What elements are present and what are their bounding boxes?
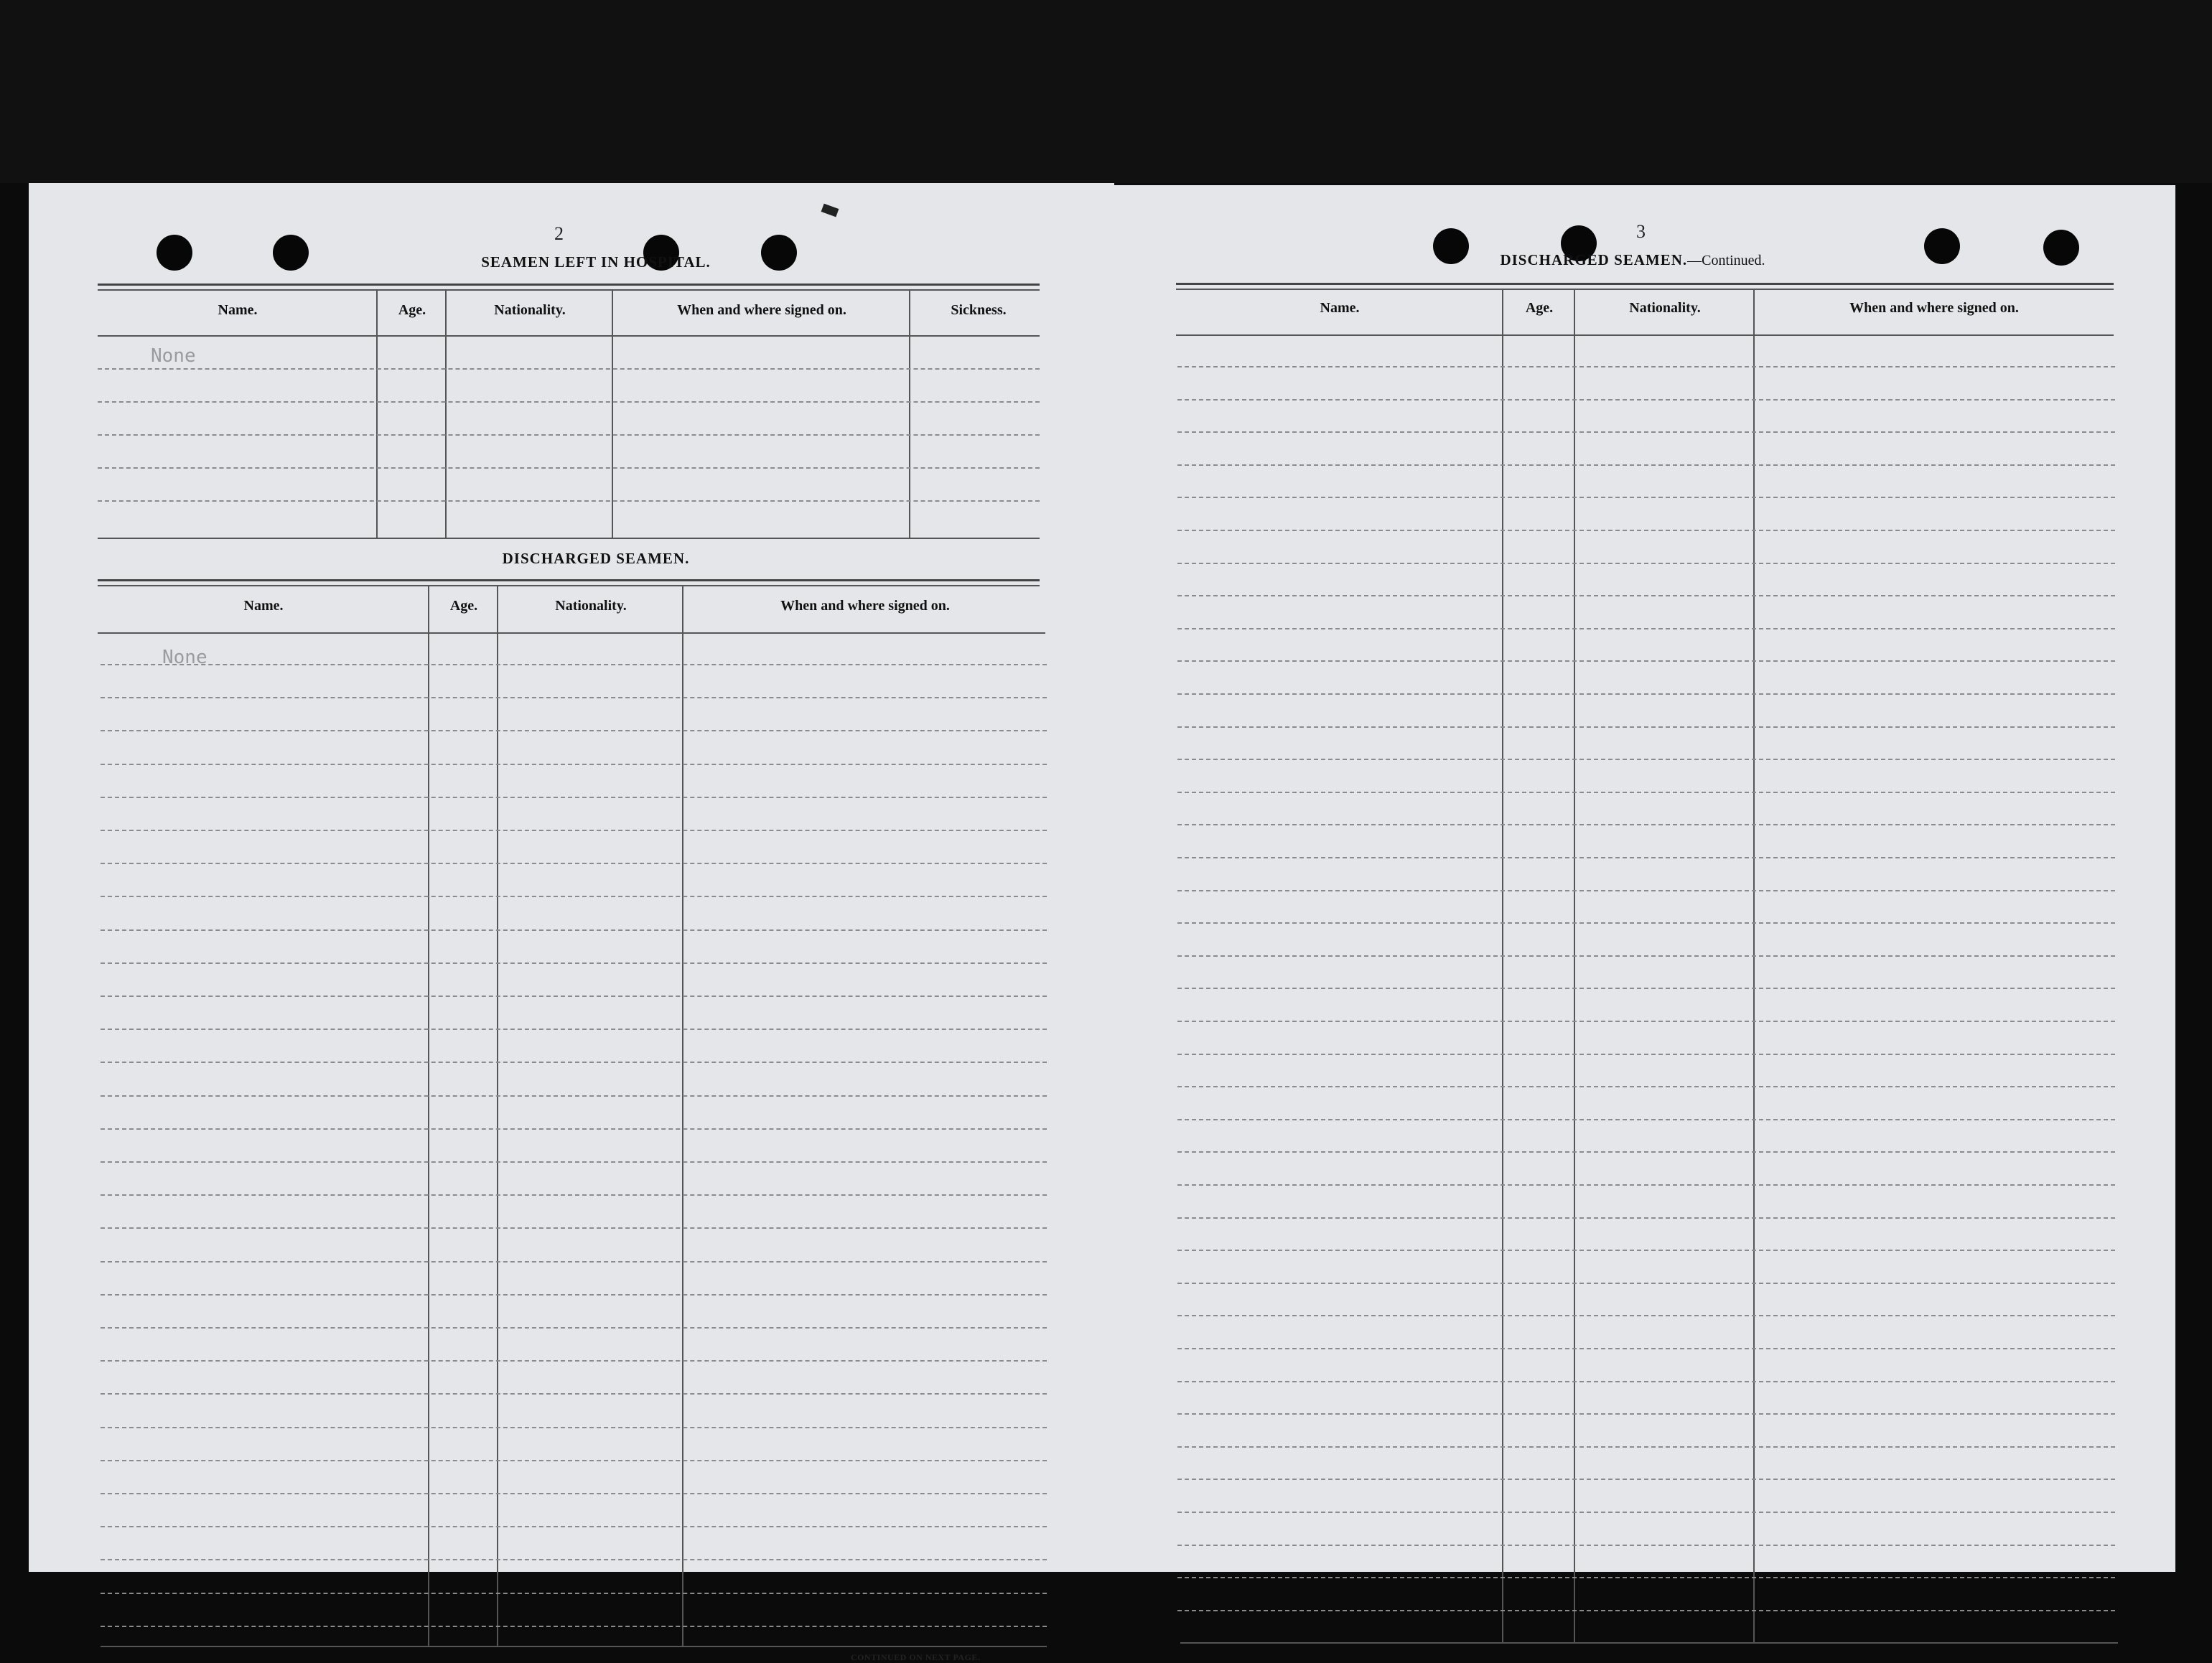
ruled-line <box>1177 1545 2115 1546</box>
ruled-line <box>101 1194 1047 1196</box>
ruled-line <box>101 764 1047 765</box>
table-rule <box>1180 1642 2118 1644</box>
col-nationality: Nationality. <box>494 302 566 318</box>
ruled-line <box>1177 399 2115 400</box>
col-name: Name. <box>243 598 284 614</box>
ruled-line <box>1177 792 2115 793</box>
ruled-line <box>101 830 1047 831</box>
page-number: 3 <box>1636 221 1646 242</box>
ruled-line <box>98 401 1040 403</box>
col-name: Name. <box>1320 300 1360 316</box>
table-rule <box>98 538 1040 539</box>
ruled-line <box>1177 1315 2115 1316</box>
col-signed-on: When and where signed on. <box>677 302 846 318</box>
ruled-line <box>1177 1283 2115 1284</box>
ruled-line <box>101 1526 1047 1527</box>
ruled-line <box>101 1062 1047 1063</box>
ruled-line <box>1177 759 2115 760</box>
ruled-line <box>1177 1184 2115 1186</box>
table-rule <box>98 585 1040 586</box>
col-name: Name. <box>218 302 258 318</box>
ruled-line <box>1177 1381 2115 1382</box>
ruled-line <box>101 1294 1047 1296</box>
ruled-line <box>101 863 1047 864</box>
table-rule <box>1176 283 2114 285</box>
table-rule <box>1176 289 2114 290</box>
right-page <box>1101 185 2175 1572</box>
ruled-line <box>1177 1086 2115 1087</box>
ruled-line <box>101 664 1047 665</box>
page-number: 2 <box>554 223 564 244</box>
continued-note: CONTINUED ON NEXT PAGE. <box>851 1652 981 1662</box>
ruled-line <box>1177 1512 2115 1513</box>
col-nationality: Nationality. <box>555 598 627 614</box>
hospital-heading: SEAMEN LEFT IN HOSPITAL. <box>481 253 711 271</box>
col-signed-on: When and where signed on. <box>1849 300 2019 316</box>
heading-continued: —Continued. <box>1687 253 1765 268</box>
col-age: Age. <box>449 598 478 614</box>
ruled-line <box>1177 693 2115 695</box>
ruled-line <box>101 1626 1047 1627</box>
column-divider <box>682 585 683 1646</box>
column-divider <box>497 585 498 1646</box>
ruled-line <box>1177 660 2115 662</box>
column-divider <box>1502 289 1503 1644</box>
ruled-line <box>1177 1413 2115 1415</box>
ruled-line <box>101 1427 1047 1428</box>
ruled-line <box>101 1493 1047 1494</box>
header-rule <box>98 632 1045 634</box>
ruled-line <box>1177 595 2115 596</box>
ruled-line <box>1177 1479 2115 1480</box>
ruled-line <box>1177 922 2115 924</box>
header-rule <box>98 335 1040 337</box>
left-page <box>29 183 1114 1662</box>
ruled-line <box>101 697 1047 698</box>
ruled-line <box>101 1327 1047 1329</box>
ruled-line <box>1177 366 2115 367</box>
ruled-line <box>1177 1119 2115 1120</box>
ruled-line <box>101 730 1047 731</box>
ruled-line <box>98 368 1040 370</box>
scanner-background <box>0 0 2212 183</box>
ruled-line <box>98 500 1040 502</box>
punch-hole <box>157 235 192 271</box>
ruled-line <box>1177 497 2115 498</box>
col-age: Age. <box>1525 300 1554 316</box>
column-divider <box>428 585 429 1646</box>
ruled-line <box>1177 988 2115 989</box>
punch-hole <box>761 235 797 271</box>
ruled-line <box>1177 1021 2115 1022</box>
ruled-line <box>1177 1217 2115 1219</box>
ruled-line <box>98 467 1040 469</box>
ruled-line <box>1177 890 2115 891</box>
ruled-line <box>1177 563 2115 564</box>
heading-text: DISCHARGED SEAMEN. <box>1500 251 1688 268</box>
ruled-line <box>1177 1348 2115 1349</box>
ruled-line <box>101 896 1047 897</box>
ruled-line <box>101 962 1047 964</box>
handwritten-entry: None <box>151 345 196 367</box>
table-rule <box>98 284 1040 286</box>
col-sickness: Sickness. <box>951 302 1007 318</box>
ruled-line <box>101 797 1047 798</box>
discharged-continued-heading <box>1446 251 1819 269</box>
ruled-line <box>1177 628 2115 629</box>
punch-hole <box>273 235 309 271</box>
ruled-line <box>1177 726 2115 728</box>
table-rule <box>101 1646 1047 1647</box>
ruled-line <box>101 1460 1047 1461</box>
ink-speck <box>821 204 839 217</box>
column-divider <box>1574 289 1575 1644</box>
ruled-line <box>1177 857 2115 858</box>
column-divider <box>1753 289 1755 1644</box>
ruled-line <box>101 1095 1047 1097</box>
col-signed-on: When and where signed on. <box>780 598 950 614</box>
header-rule <box>1176 334 2114 336</box>
col-nationality: Nationality. <box>1629 300 1701 316</box>
ruled-line <box>101 1128 1047 1130</box>
table-rule <box>98 579 1040 581</box>
punch-hole <box>1924 228 1960 264</box>
ruled-line <box>101 996 1047 997</box>
handwritten-entry: None <box>162 647 207 668</box>
ruled-line <box>1177 1054 2115 1055</box>
ruled-line <box>1177 824 2115 825</box>
ruled-line <box>1177 1151 2115 1153</box>
table-rule <box>98 289 1040 291</box>
ruled-line <box>101 1593 1047 1594</box>
ruled-line <box>101 1559 1047 1560</box>
ruled-line <box>101 929 1047 931</box>
ruled-line <box>98 434 1040 436</box>
ruled-line <box>101 1029 1047 1030</box>
ruled-line <box>101 1393 1047 1395</box>
col-age: Age. <box>398 302 426 318</box>
ruled-line <box>1177 431 2115 433</box>
ruled-line <box>101 1261 1047 1263</box>
discharged-heading: DISCHARGED SEAMEN. <box>502 550 690 567</box>
ruled-line <box>1177 1446 2115 1448</box>
ruled-line <box>1177 464 2115 466</box>
ruled-line <box>1177 1250 2115 1251</box>
ruled-line <box>101 1161 1047 1163</box>
punch-hole <box>2043 230 2079 266</box>
ruled-line <box>1177 955 2115 957</box>
ruled-line <box>1177 1610 2115 1611</box>
ruled-line <box>101 1360 1047 1362</box>
ruled-line <box>101 1227 1047 1229</box>
ruled-line <box>1177 530 2115 531</box>
ruled-line <box>1177 1577 2115 1578</box>
